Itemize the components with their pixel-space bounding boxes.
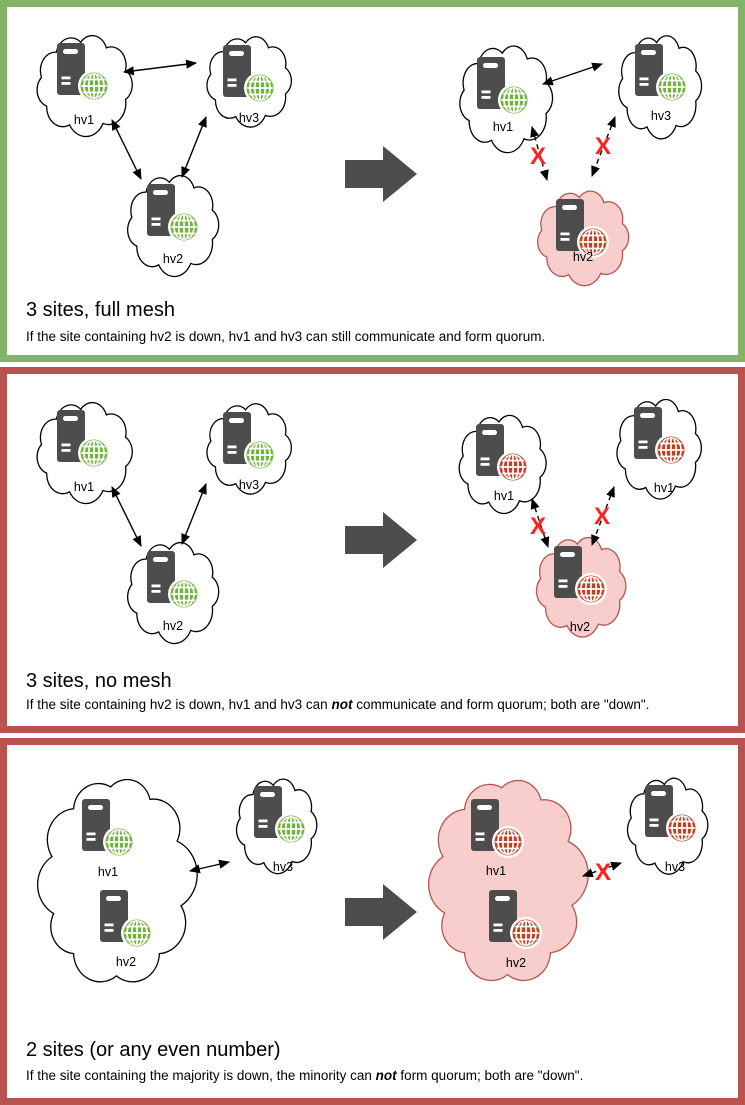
site-label: hv2 [162, 252, 184, 266]
link-failure-x: X [594, 133, 612, 160]
link-failure-x: X [593, 503, 611, 530]
transition-arrow-icon [345, 146, 417, 202]
link-hv1-hv2 [112, 487, 141, 546]
panel-title: 3 sites, no mesh [26, 670, 172, 692]
site-label: hv3 [238, 111, 260, 125]
link-hv3-hv2 [182, 484, 206, 544]
panel-caption [26, 329, 545, 345]
caption-text: If the site containing hv2 is down, hv1 and hv3 can still communicate and form quorum. [26, 329, 546, 344]
site-label: hv1 [73, 113, 95, 127]
caption-text: form quorum; both are "down". [396, 1068, 584, 1083]
site-label: hv1 [485, 864, 507, 878]
link-failure-x: X [529, 513, 547, 540]
site-label: hv3 [664, 860, 686, 874]
panel-caption [26, 1068, 583, 1084]
panel-full-mesh [0, 0, 745, 362]
link-hv1-hv2 [112, 120, 141, 179]
site-label: hv2 [505, 956, 527, 970]
panel-two-sites [0, 738, 745, 1105]
site-label: hv2 [572, 250, 594, 264]
site-cloud-majority [38, 780, 198, 982]
link-hv1-hv3 [124, 63, 196, 72]
site-label: hv3 [650, 109, 672, 123]
panel-title: 3 sites, full mesh [26, 299, 175, 321]
site-label: hv2 [162, 619, 184, 633]
panel-caption [26, 697, 649, 713]
site-label: hv1 [653, 481, 675, 495]
link-hv1-hv3 [543, 64, 602, 84]
transition-arrow-icon [345, 884, 417, 940]
site-label: hv2 [569, 620, 591, 634]
panel-no-mesh [0, 367, 745, 733]
caption-text: If the site containing hv2 is down, hv1 and hv3 can [26, 697, 332, 712]
link-failure-x: X [594, 859, 612, 886]
link-hv3-hv2 [182, 117, 206, 177]
site-label: hv1 [492, 120, 514, 134]
caption-emphasis: not [331, 697, 353, 712]
link-failure-x: X [529, 143, 547, 170]
caption-emphasis: not [375, 1068, 397, 1083]
site-label: hv3 [272, 860, 294, 874]
site-label: hv1 [493, 489, 515, 503]
site-cloud-majority-down [429, 780, 589, 980]
panel-title: 2 sites (or any even number) [26, 1039, 281, 1061]
site-label: hv1 [73, 480, 95, 494]
site-label: hv2 [115, 955, 137, 969]
site-label: hv3 [238, 478, 260, 492]
transition-arrow-icon [345, 512, 417, 568]
caption-text: communicate and form quorum; both are "down". [352, 697, 650, 712]
caption-text: If the site containing the majority is down, the minority can [26, 1068, 376, 1083]
site-label: hv1 [97, 865, 119, 879]
